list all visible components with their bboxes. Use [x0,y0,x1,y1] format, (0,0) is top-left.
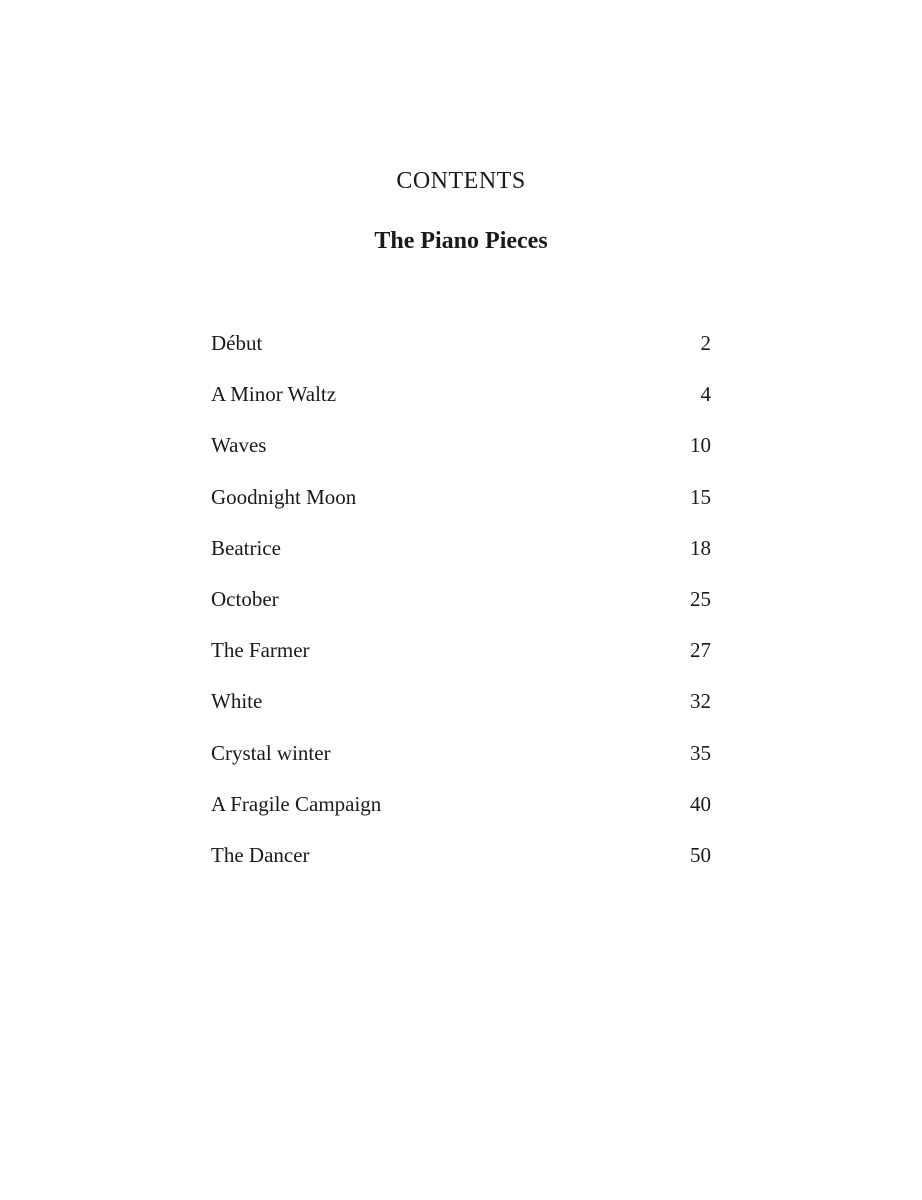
toc-entry-title: White [211,689,263,714]
toc-entry [211,687,711,738]
toc-entry-page: 18 [690,535,711,560]
toc-entry-page: 2 [700,331,711,355]
toc-entry-page: 25 [690,586,711,611]
toc-entry [211,585,711,636]
toc-entry-title: A Minor Waltz [211,382,337,407]
toc-entry [211,739,711,790]
toc-entry-page: 4 [700,382,711,407]
contents-heading: CONTENTS [396,168,526,194]
toc-entry-title: A Fragile Campaign [211,791,382,816]
toc-entry-title: Début [211,331,263,355]
toc-entry-page: 27 [690,638,711,663]
toc-entry [211,636,711,687]
toc-entry-title: October [211,586,279,611]
toc-entry-title: Waves [211,433,267,458]
toc-entry-page: 10 [690,433,711,458]
toc-entry [211,841,711,892]
toc-entry-page: 40 [690,791,711,816]
toc-entry-title: The Farmer [211,638,310,663]
toc-entry [211,483,711,534]
toc-entry-page: 32 [690,689,711,714]
toc-entry-title: Crystal winter [211,740,331,765]
toc-entry [211,790,711,841]
toc-entry-page: 35 [690,740,711,765]
section-title: The Piano Pieces [374,228,548,254]
toc-entry [211,380,711,431]
toc-entry [211,329,711,380]
toc-entry-page: 15 [690,484,711,509]
toc-entry-title: The Dancer [211,842,310,867]
toc-entry-page: 50 [690,842,711,867]
toc-entry-title: Beatrice [211,535,281,560]
table-of-contents [211,329,711,892]
toc-entry [211,534,711,585]
toc-entry-title: Goodnight Moon [211,484,357,509]
toc-entry [211,431,711,482]
